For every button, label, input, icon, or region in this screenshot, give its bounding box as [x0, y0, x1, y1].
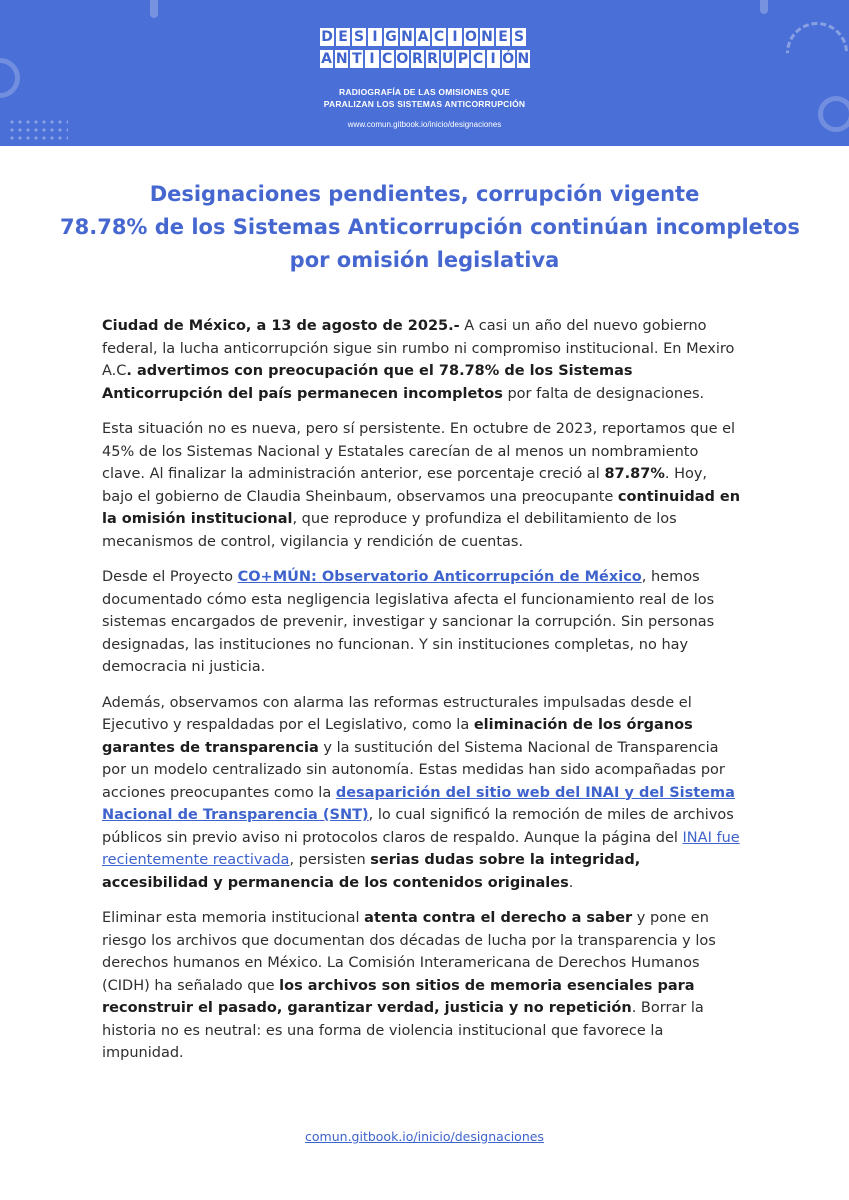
logo-letter-tile: R [427, 51, 438, 67]
emphasis: 87.87% [604, 466, 665, 482]
logo-letter-tile: D [321, 29, 333, 45]
text: Eliminar esta memoria institucional [102, 910, 365, 926]
logo-letter-tile: P [457, 51, 468, 67]
logo-letter-tile: N [517, 51, 530, 67]
logo-letter-tile: I [487, 50, 500, 68]
text: . Hoy, bajo el gobierno de Claudia Sheinbaum, observamos una preocupante [102, 466, 708, 505]
dateline: Ciudad de México, a 13 de agosto de 2025.- [102, 318, 460, 334]
logo-letter-tile: A [417, 29, 429, 45]
inai-reactivada-link[interactable]: INAI fue recientemente reactivada [102, 829, 740, 868]
comun-observatorio-link[interactable]: CO+MÚN: Observatorio Anticorrupción de México [237, 569, 642, 585]
text: , lo cual significó la remoción de miles de archivos públicos sin previo aviso ni protocolos claros de respaldo. Aunque la página del [102, 807, 734, 846]
logo-letter-tile: Ó [502, 51, 515, 67]
designaciones-logo [320, 28, 530, 72]
decorative-bar [150, 0, 158, 18]
decorative-arc [773, 9, 849, 97]
paragraph-project [102, 566, 742, 679]
logo-letter-tile: S [513, 29, 525, 45]
paragraph-intro [102, 315, 742, 405]
paragraph-reforms [102, 692, 742, 895]
logo-letter-tile: O [396, 51, 409, 67]
text: A casi un año del nuevo gobierno federal, la lucha anticorrupción sigue sin rumbo ni compromiso institucional. En Mexiro A.C [102, 318, 735, 379]
logo-letter-tile: S [353, 29, 365, 45]
tagline-line: PARALIZAN LOS SISTEMAS ANTICORRUPCIÓN [323, 99, 526, 109]
emphasis: eliminación de los órganos garantes de transparencia [102, 717, 693, 756]
logo-letter-tile: N [401, 29, 413, 45]
logo-letter-tile: T [352, 51, 362, 67]
logo-letter-tile: R [412, 51, 423, 67]
logo-word-designaciones [320, 28, 530, 46]
title-line: Designaciones pendientes, corrupción vigente [149, 182, 700, 206]
emphasis: . advertimos con preocupación que el 78.78% de los Sistemas Anticorrupción del país permanecen incompletos [102, 363, 633, 402]
logo-letter-tile: I [448, 28, 462, 46]
banner-tagline [0, 86, 849, 110]
decorative-bar [760, 0, 768, 14]
text: . [568, 874, 574, 891]
emphasis: serias dudas sobre la integridad, accesibilidad y permanencia de los contenidos originales [102, 852, 641, 891]
logo-letter-tile: N [335, 51, 348, 67]
text: , que reproduce y profundiza el debilitamiento de los mecanismos de control, vigilancia y rendición de cuentas. [102, 511, 677, 550]
emphasis: atenta contra el derecho a saber [364, 910, 633, 926]
title-line: 78.78% de los Sistemas Anticorrupción continúan incompletos [60, 215, 800, 239]
text: y pone en riesgo los archivos que documentan dos décadas de lucha por la transparencia y los derechos humanos en México. La Comisión Interamericana de Derechos Humanos (CIDH) ha señalado que [102, 910, 716, 994]
title-line: por omisión legislativa [289, 248, 560, 272]
text: , hemos documentado cómo esta negligencia legislativa afecta el funcionamiento real de los sistemas encargados de prevenir, investigar y sancionar la corrupción. Sin personas designadas, las instituciones no funcionan. Y sin instituciones completas, no hay democracia ni justicia. [102, 569, 715, 675]
text: Desde el Proyecto [102, 569, 238, 585]
text: , persisten [289, 852, 371, 868]
text: y la sustitución del Sistema Nacional de Transparencia por un modelo centralizado sin autonomía. Estas medidas han sido acompañadas por acciones preocupantes como la [102, 739, 725, 801]
logo-letter-tile: I [365, 50, 378, 68]
logo-letter-tile: A [321, 51, 332, 67]
header-banner [0, 0, 849, 146]
emphasis: continuidad en la omisión institucional [102, 488, 741, 527]
tagline-line: RADIOGRAFÍA DE LAS OMISIONES QUE [339, 87, 510, 97]
logo-letter-tile: G [385, 29, 397, 45]
logo-letter-tile: E [336, 28, 350, 46]
paragraph-history [102, 418, 742, 553]
logo-word-anticorrupcion [320, 50, 530, 68]
logo-letter-tile: E [496, 28, 510, 46]
inai-snt-link[interactable]: desaparición del sitio web del INAI y del Sistema Nacional de Transparencia (SNT) [102, 784, 735, 823]
logo-letter-tile: N [481, 29, 493, 45]
footer-link[interactable]: comun.gitbook.io/inicio/designaciones [305, 1129, 544, 1144]
logo-letter-tile: I [368, 28, 382, 46]
paragraph-memory [102, 907, 742, 1065]
logo-letter-tile: C [381, 51, 393, 67]
text: Además, observamos con alarma las reformas estructurales impulsadas desde el Ejecutivo y respaldadas por el Legislativo, como la [102, 694, 692, 733]
page-footer [0, 1129, 849, 1144]
text: . Borrar la historia no es neutral: es una forma de violencia institucional que favorece la impunidad. [102, 1000, 704, 1061]
page-title [60, 178, 800, 277]
text: por falta de designaciones. [502, 385, 705, 402]
logo-letter-tile: O [465, 29, 477, 45]
text: Esta situación no es nueva, pero sí persistente. En octubre de 2023, reportamos que el 45% de los Sistemas Nacional y Estatales carecían de al menos un nombramiento clave. Al finalizar la administración anterior, ese porcentaje creció al [102, 421, 736, 482]
logo-letter-tile: C [433, 29, 445, 45]
logo-letter-tile: C [472, 51, 484, 67]
article-body [102, 315, 742, 1078]
banner-url: www.comun.gitbook.io/inicio/designaciones [347, 120, 502, 129]
emphasis: los archivos son sitios de memoria esenciales para reconstruir el pasado, garantizar verdad, justicia y no repetición [102, 977, 695, 1016]
logo-letter-tile: U [442, 51, 454, 67]
